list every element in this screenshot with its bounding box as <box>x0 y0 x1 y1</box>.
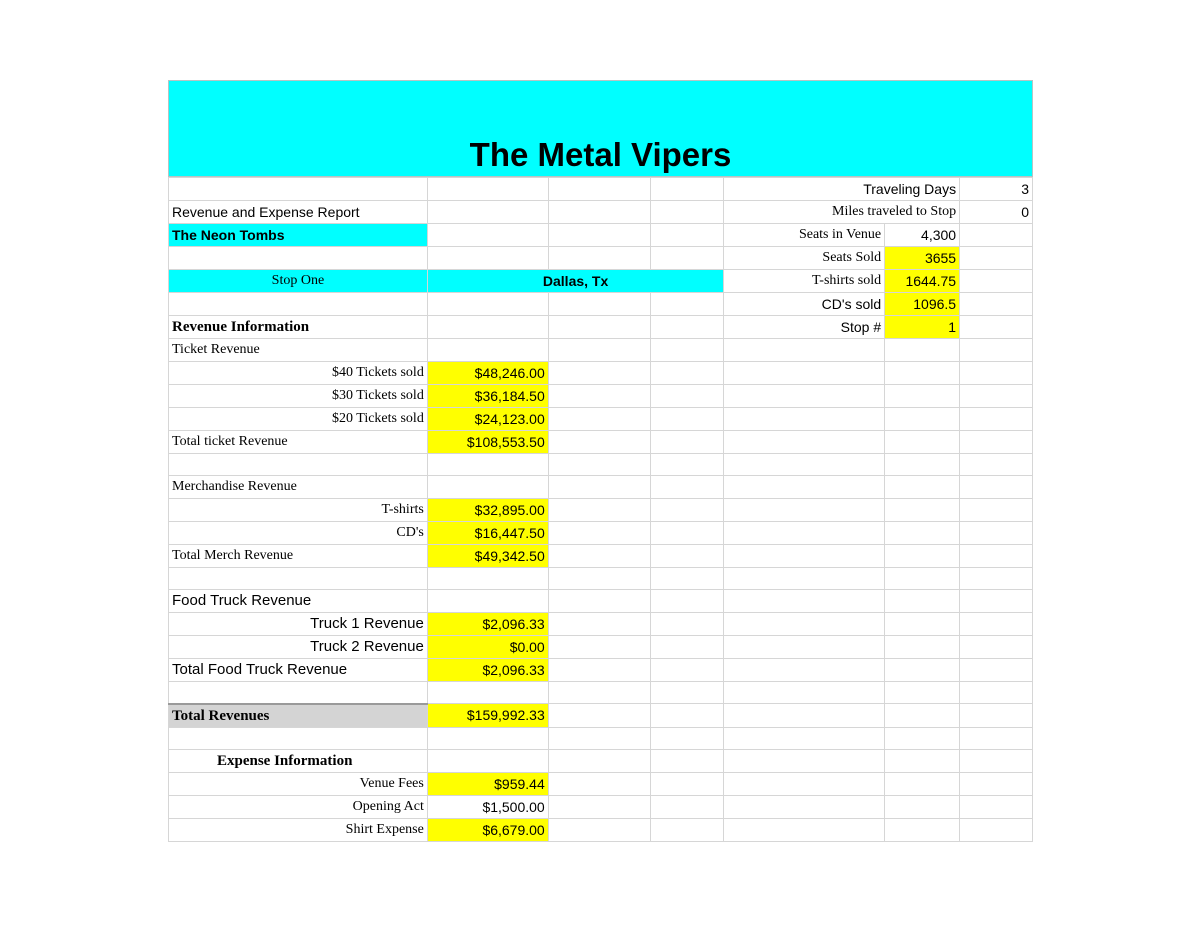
total-revenues-label: Total Revenues <box>169 704 428 728</box>
cell[interactable] <box>960 476 1033 499</box>
cell[interactable] <box>427 316 548 339</box>
cell[interactable] <box>650 499 724 522</box>
cell[interactable] <box>960 316 1033 339</box>
cell[interactable] <box>427 293 548 316</box>
cell[interactable] <box>169 247 428 270</box>
sheet-row <box>169 818 1033 841</box>
cell[interactable] <box>724 454 885 476</box>
cell[interactable] <box>960 772 1033 795</box>
tshirts-revenue-value[interactable]: $32,895.00 <box>427 499 548 522</box>
cell[interactable] <box>650 704 724 728</box>
cell[interactable] <box>169 454 428 476</box>
sheet-row <box>169 590 1033 613</box>
cell[interactable] <box>960 224 1033 247</box>
sheet-row <box>169 454 1033 476</box>
venue-fees-label: Venue Fees <box>169 772 428 795</box>
cell[interactable] <box>885 431 960 454</box>
cell[interactable] <box>427 568 548 590</box>
cell[interactable] <box>427 201 548 224</box>
cell[interactable] <box>885 682 960 704</box>
cell[interactable] <box>960 568 1033 590</box>
cell[interactable] <box>960 522 1033 545</box>
cell[interactable] <box>960 247 1033 270</box>
expense-heading: Expense Information <box>169 749 428 772</box>
cell[interactable] <box>548 818 650 841</box>
opening-act-label: Opening Act <box>169 795 428 818</box>
cell[interactable] <box>650 659 724 682</box>
cell[interactable] <box>169 682 428 704</box>
cell[interactable] <box>650 454 724 476</box>
cell[interactable] <box>885 454 960 476</box>
cell[interactable] <box>548 431 650 454</box>
cell[interactable] <box>724 408 885 431</box>
cell[interactable] <box>724 568 885 590</box>
cell[interactable] <box>548 545 650 568</box>
sheet-row <box>169 659 1033 682</box>
cell[interactable] <box>885 659 960 682</box>
cell[interactable] <box>548 659 650 682</box>
cell[interactable] <box>548 224 650 247</box>
cell[interactable] <box>960 704 1033 728</box>
truck-1-value[interactable]: $2,096.33 <box>427 613 548 636</box>
cell[interactable] <box>548 178 650 201</box>
cell[interactable] <box>960 545 1033 568</box>
cell[interactable] <box>724 795 885 818</box>
cell[interactable] <box>724 545 885 568</box>
revenue-heading: Revenue Information <box>169 316 428 339</box>
cell[interactable] <box>724 682 885 704</box>
title-band <box>168 80 1033 177</box>
cell[interactable] <box>427 224 548 247</box>
cds-sold-value[interactable]: 1096.5 <box>885 293 960 316</box>
cell[interactable] <box>885 476 960 499</box>
cell[interactable] <box>548 727 650 749</box>
stop-number-value[interactable]: 1 <box>885 316 960 339</box>
cell[interactable] <box>169 293 428 316</box>
cell[interactable] <box>724 727 885 749</box>
cell[interactable] <box>885 568 960 590</box>
sheet-row <box>169 522 1033 545</box>
cell[interactable] <box>960 454 1033 476</box>
cell[interactable] <box>650 201 724 224</box>
cell[interactable] <box>548 408 650 431</box>
cell[interactable] <box>650 568 724 590</box>
sheet-row <box>169 636 1033 659</box>
sheet-row <box>169 316 1033 339</box>
cell[interactable] <box>885 545 960 568</box>
sheet-row <box>169 545 1033 568</box>
cell[interactable] <box>427 749 548 772</box>
cell[interactable] <box>724 385 885 408</box>
cds-label: CD's <box>169 522 428 545</box>
tickets-40-value[interactable]: $48,246.00 <box>427 362 548 385</box>
tshirts-sold-value[interactable]: 1644.75 <box>885 270 960 293</box>
cell[interactable] <box>548 385 650 408</box>
cell[interactable] <box>548 704 650 728</box>
tickets-40-label: $40 Tickets sold <box>169 362 428 385</box>
cell[interactable] <box>960 362 1033 385</box>
sheet-row <box>169 408 1033 431</box>
cell[interactable] <box>650 522 724 545</box>
seats-sold-label: Seats Sold <box>724 247 885 270</box>
cell[interactable] <box>650 818 724 841</box>
cell[interactable] <box>885 749 960 772</box>
total-revenues-value[interactable]: $159,992.33 <box>427 704 548 728</box>
cell[interactable] <box>650 476 724 499</box>
venue-name: The Neon Tombs <box>169 224 428 247</box>
cell[interactable] <box>650 316 724 339</box>
cell[interactable] <box>724 362 885 385</box>
cell[interactable] <box>885 704 960 728</box>
cell[interactable] <box>960 499 1033 522</box>
total-food-value[interactable]: $2,096.33 <box>427 659 548 682</box>
cell[interactable] <box>427 476 548 499</box>
cell[interactable] <box>427 178 548 201</box>
total-food-label: Total Food Truck Revenue <box>169 659 428 682</box>
cell[interactable] <box>427 590 548 613</box>
cell[interactable] <box>724 499 885 522</box>
cell[interactable] <box>427 339 548 362</box>
cell[interactable] <box>960 293 1033 316</box>
venue-fees-value[interactable]: $959.44 <box>427 772 548 795</box>
sheet-row <box>169 476 1033 499</box>
sheet-row <box>169 682 1033 704</box>
sheet-row <box>169 568 1033 590</box>
report-subtitle: Revenue and Expense Report <box>169 201 428 224</box>
cell[interactable] <box>548 568 650 590</box>
cell[interactable] <box>548 454 650 476</box>
cell[interactable] <box>885 590 960 613</box>
shirt-expense-label: Shirt Expense <box>169 818 428 841</box>
cell[interactable] <box>650 178 724 201</box>
cell[interactable] <box>724 636 885 659</box>
cell[interactable] <box>650 431 724 454</box>
cell[interactable] <box>650 362 724 385</box>
cell[interactable] <box>724 704 885 728</box>
sheet-row <box>169 613 1033 636</box>
cell[interactable] <box>724 522 885 545</box>
cell[interactable] <box>427 682 548 704</box>
cell[interactable] <box>960 682 1033 704</box>
sheet-row <box>169 362 1033 385</box>
cell[interactable] <box>885 339 960 362</box>
tickets-30-label: $30 Tickets sold <box>169 385 428 408</box>
cell[interactable] <box>548 293 650 316</box>
cell[interactable] <box>885 613 960 636</box>
cell[interactable] <box>548 795 650 818</box>
cell[interactable] <box>650 590 724 613</box>
sheet-row <box>169 727 1033 749</box>
cell[interactable] <box>724 590 885 613</box>
cell[interactable] <box>885 795 960 818</box>
cell[interactable] <box>960 636 1033 659</box>
cell[interactable] <box>650 224 724 247</box>
cell[interactable] <box>885 499 960 522</box>
cell[interactable] <box>548 636 650 659</box>
report-grid <box>168 177 1033 842</box>
cell[interactable] <box>724 476 885 499</box>
traveling-days-label: Traveling Days <box>724 178 960 201</box>
stop-label: Stop One <box>169 270 428 293</box>
cell[interactable] <box>650 727 724 749</box>
cell[interactable] <box>169 568 428 590</box>
cell[interactable] <box>724 772 885 795</box>
ticket-revenue-heading: Ticket Revenue <box>169 339 428 362</box>
sheet-row <box>169 772 1033 795</box>
food-truck-heading: Food Truck Revenue <box>169 590 428 613</box>
cell[interactable] <box>724 431 885 454</box>
sheet-row <box>169 749 1033 772</box>
cell[interactable] <box>960 795 1033 818</box>
total-ticket-value[interactable]: $108,553.50 <box>427 431 548 454</box>
cell[interactable] <box>885 772 960 795</box>
cell[interactable] <box>885 362 960 385</box>
cell[interactable] <box>650 339 724 362</box>
cell[interactable] <box>960 818 1033 841</box>
cell[interactable] <box>885 818 960 841</box>
cell[interactable] <box>169 727 428 749</box>
seats-venue-label: Seats in Venue <box>724 224 885 247</box>
miles-label: Miles traveled to Stop <box>724 201 960 224</box>
stop-number-label: Stop # <box>724 316 885 339</box>
sheet-row <box>169 293 1033 316</box>
cell[interactable] <box>650 749 724 772</box>
cell[interactable] <box>960 339 1033 362</box>
cell[interactable] <box>169 178 428 201</box>
cell[interactable] <box>427 247 548 270</box>
truck-1-label: Truck 1 Revenue <box>169 613 428 636</box>
sheet-row <box>169 795 1033 818</box>
cell[interactable] <box>885 408 960 431</box>
sheet-row <box>169 704 1033 728</box>
cell[interactable] <box>960 659 1033 682</box>
seats-venue-value[interactable]: 4,300 <box>885 224 960 247</box>
cell[interactable] <box>548 772 650 795</box>
cell[interactable] <box>548 316 650 339</box>
cell[interactable] <box>885 385 960 408</box>
cell[interactable] <box>885 522 960 545</box>
tshirts-label: T-shirts <box>169 499 428 522</box>
cell[interactable] <box>960 408 1033 431</box>
traveling-days-value[interactable]: 3 <box>960 178 1033 201</box>
cell[interactable] <box>427 727 548 749</box>
cell[interactable] <box>650 545 724 568</box>
cell[interactable] <box>548 522 650 545</box>
cell[interactable] <box>548 362 650 385</box>
cell[interactable] <box>548 499 650 522</box>
cell[interactable] <box>960 590 1033 613</box>
cell[interactable] <box>960 270 1033 293</box>
cell[interactable] <box>650 385 724 408</box>
tshirts-sold-label: T-shirts sold <box>724 270 885 293</box>
cell[interactable] <box>548 247 650 270</box>
cell[interactable] <box>650 408 724 431</box>
truck-2-label: Truck 2 Revenue <box>169 636 428 659</box>
cds-sold-label: CD's sold <box>724 293 885 316</box>
cell[interactable] <box>427 454 548 476</box>
sheet-row <box>169 270 1033 293</box>
sheet-row <box>169 385 1033 408</box>
opening-act-value[interactable]: $1,500.00 <box>427 795 548 818</box>
cell[interactable] <box>548 201 650 224</box>
cell[interactable] <box>548 339 650 362</box>
tickets-20-value[interactable]: $24,123.00 <box>427 408 548 431</box>
cell[interactable] <box>548 749 650 772</box>
total-ticket-label: Total ticket Revenue <box>169 431 428 454</box>
cell[interactable] <box>548 682 650 704</box>
stop-city: Dallas, Tx <box>427 270 724 293</box>
total-merch-value[interactable]: $49,342.50 <box>427 545 548 568</box>
cell[interactable] <box>724 818 885 841</box>
sheet-row <box>169 178 1033 201</box>
cell[interactable] <box>650 613 724 636</box>
total-merch-label: Total Merch Revenue <box>169 545 428 568</box>
cell[interactable] <box>960 431 1033 454</box>
sheet-row <box>169 201 1033 224</box>
miles-value[interactable]: 0 <box>960 201 1033 224</box>
cell[interactable] <box>960 727 1033 749</box>
sheet-row <box>169 224 1033 247</box>
cell[interactable] <box>960 613 1033 636</box>
cell[interactable] <box>548 476 650 499</box>
cell[interactable] <box>724 659 885 682</box>
cell[interactable] <box>650 772 724 795</box>
cell[interactable] <box>548 590 650 613</box>
tickets-30-value[interactable]: $36,184.50 <box>427 385 548 408</box>
truck-2-value[interactable]: $0.00 <box>427 636 548 659</box>
tickets-20-label: $20 Tickets sold <box>169 408 428 431</box>
shirt-expense-value[interactable]: $6,679.00 <box>427 818 548 841</box>
cell[interactable] <box>650 795 724 818</box>
cell[interactable] <box>960 749 1033 772</box>
merch-revenue-heading: Merchandise Revenue <box>169 476 428 499</box>
cell[interactable] <box>885 636 960 659</box>
sheet-row <box>169 247 1033 270</box>
cell[interactable] <box>724 339 885 362</box>
cell[interactable] <box>650 682 724 704</box>
sheet-row <box>169 431 1033 454</box>
cell[interactable] <box>885 727 960 749</box>
cell[interactable] <box>650 293 724 316</box>
page-title: The Metal Vipers <box>469 136 732 173</box>
cell[interactable] <box>724 613 885 636</box>
cell[interactable] <box>650 636 724 659</box>
sheet-row <box>169 499 1033 522</box>
sheet-row <box>169 339 1033 362</box>
cell[interactable] <box>650 247 724 270</box>
cell[interactable] <box>548 613 650 636</box>
cell[interactable] <box>960 385 1033 408</box>
seats-sold-value[interactable]: 3655 <box>885 247 960 270</box>
cell[interactable] <box>724 749 885 772</box>
cds-revenue-value[interactable]: $16,447.50 <box>427 522 548 545</box>
